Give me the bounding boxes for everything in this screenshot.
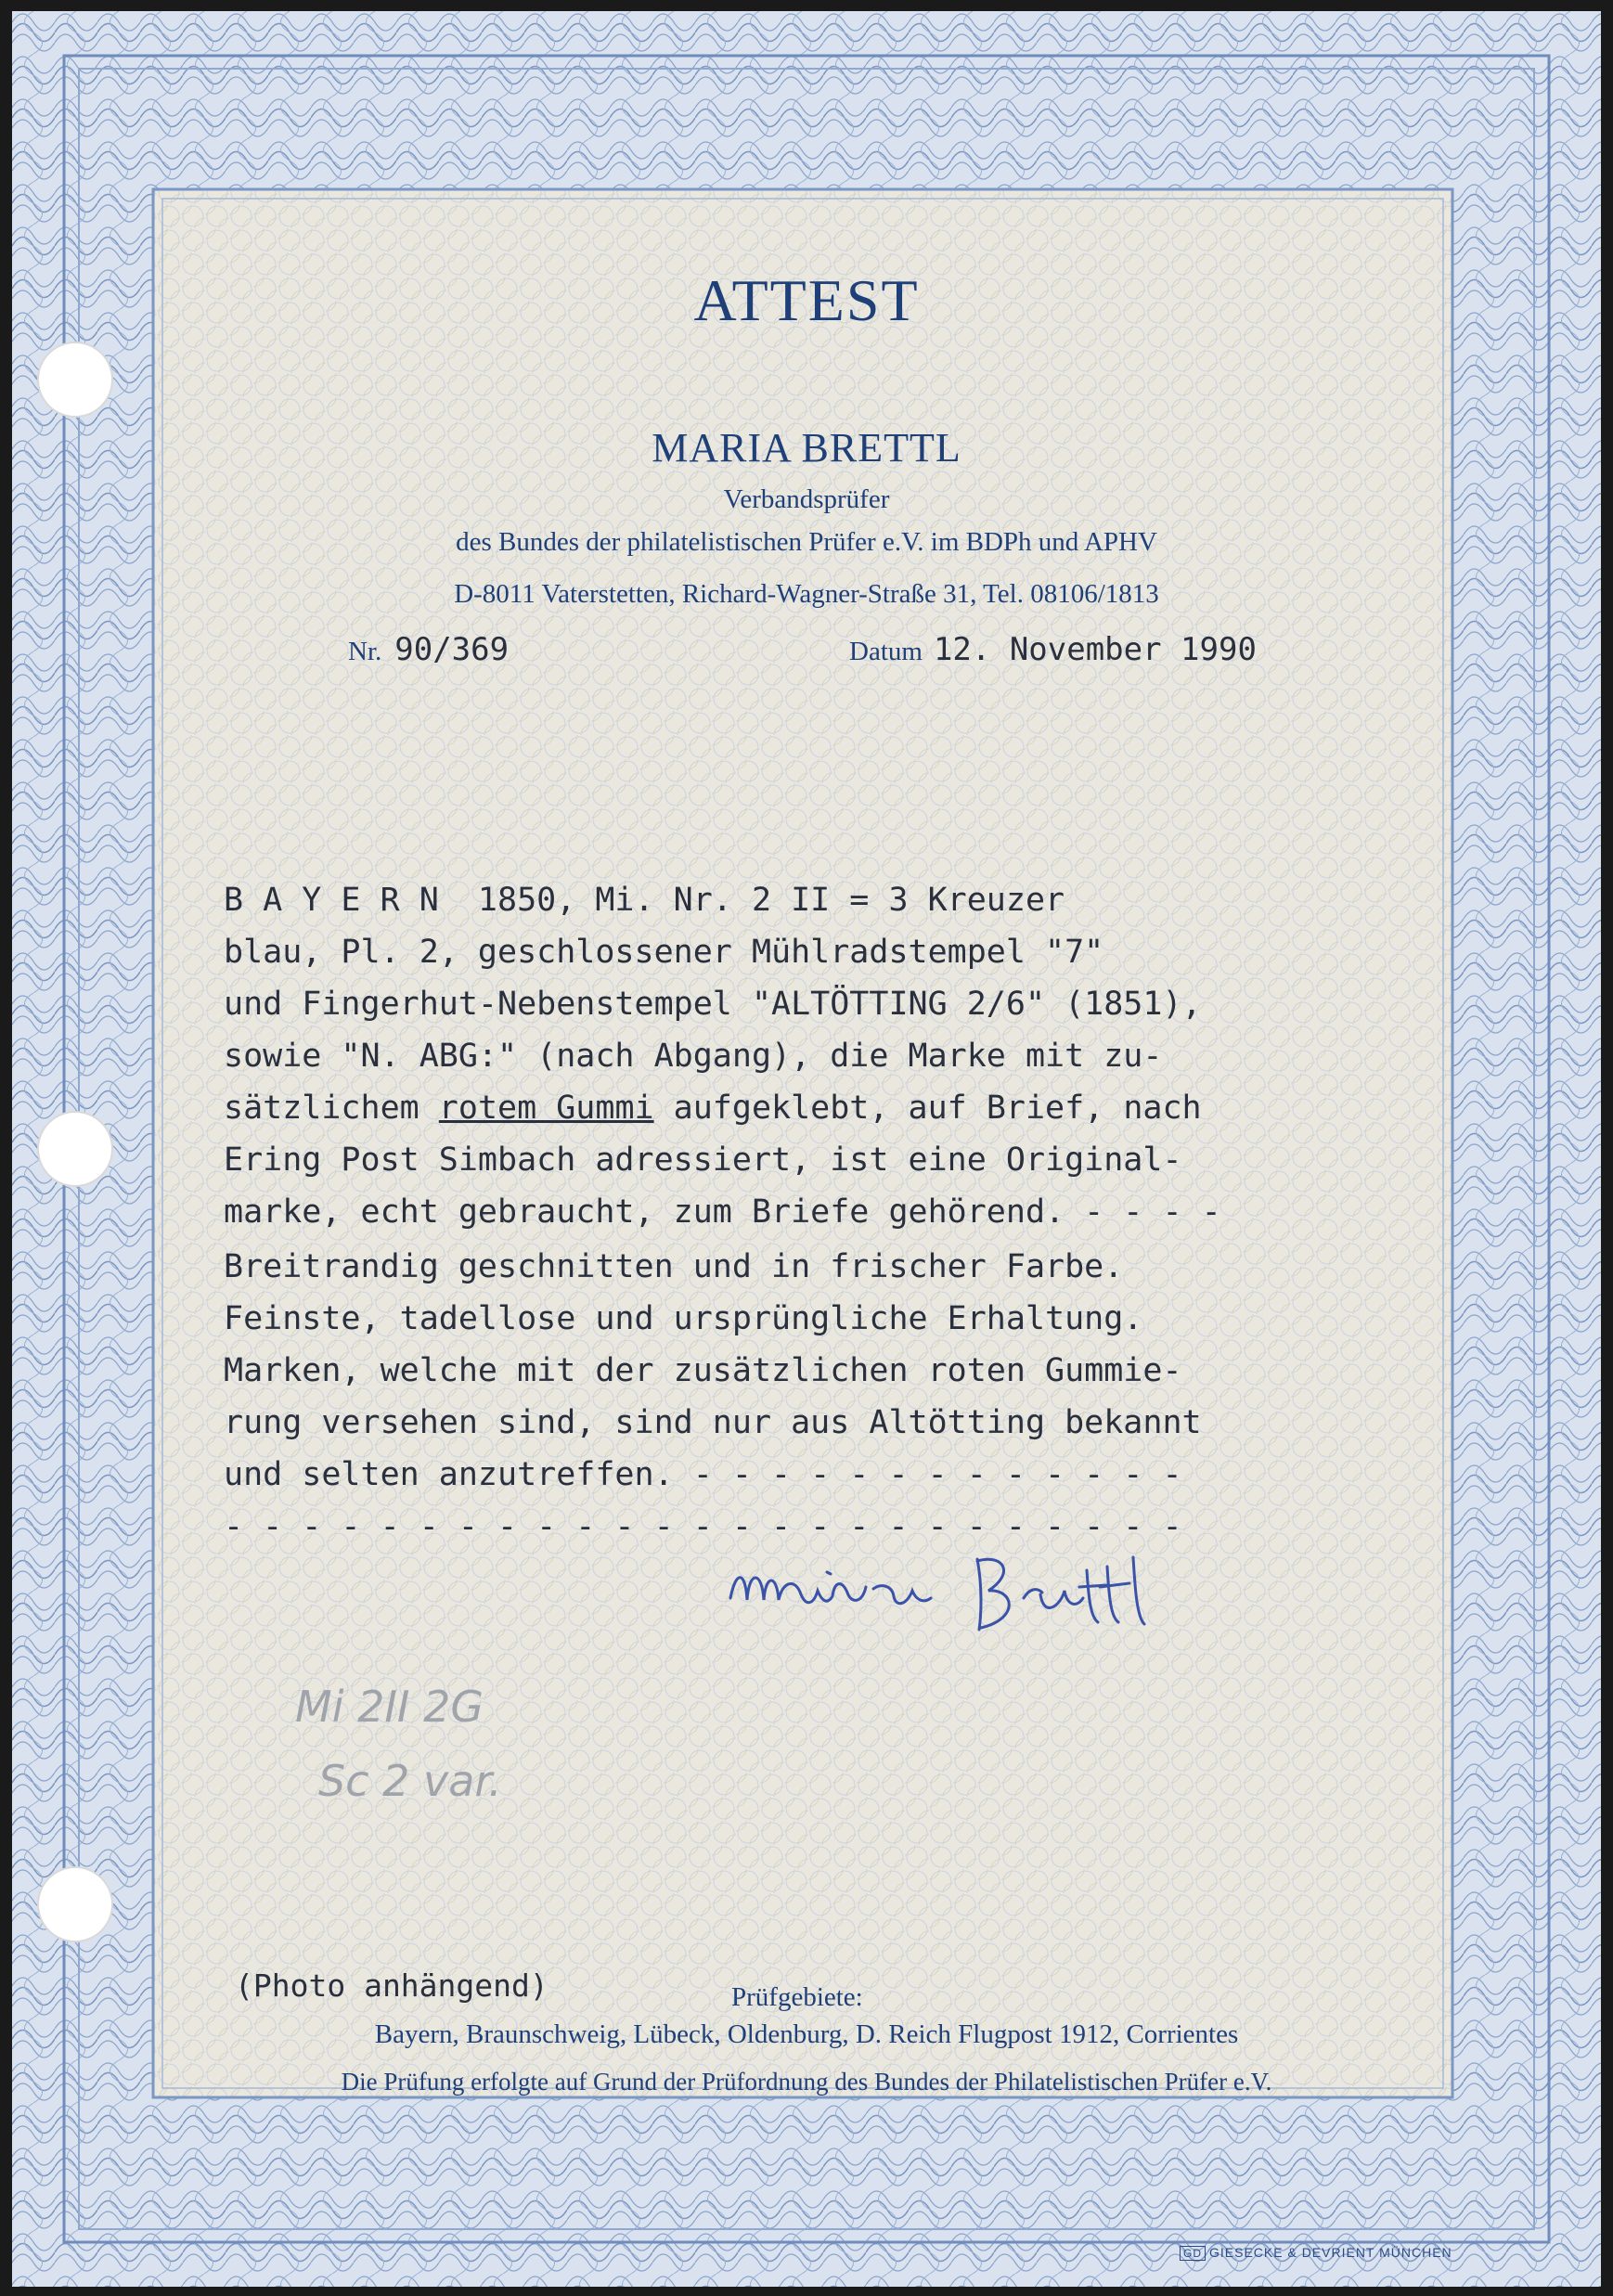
assessment-line: und selten anzutreffen. - - - - - - - - - - - - - [224,1456,1182,1493]
number-value: 90/369 [394,631,510,668]
underlined-term: rotem Gummi [438,1090,654,1127]
description-line: und Fingerhut-Nebenstempel "ALTÖTTING 2/6" (1851), [224,986,1202,1023]
date-value: 12. November 1990 [933,631,1257,668]
description-line: sowie "N. ABG:" (nach Abgang), die Marke mit zu- [224,1038,1163,1075]
printer-imprint [1180,2245,1452,2261]
assessment-block [224,1241,1202,1553]
assessment-line: rung versehen sind, sind nur aus Altötting bekannt [224,1404,1202,1441]
photo-note: (Photo anhängend) [235,1967,548,2004]
pencil-note-scott: Sc 2 var. [318,1756,502,1806]
description-line: marke, echt gebraucht, zum Briefe gehörend. - - - - [224,1193,1221,1231]
certificate-date [849,631,1257,668]
printer-name: GIESECKE & DEVRIENT MÜNCHEN [1209,2245,1452,2260]
certificate-number [348,631,509,668]
footer-note: Die Prüfung erfolgte auf Grund der Prüfordnung des Bundes der Philatelistischen Prüfer e.V. [341,2068,1272,2096]
punch-hole-middle [37,1111,113,1187]
certificate-sheet [12,11,1601,2287]
pencil-note-catalog: Mi 2II 2G [295,1682,484,1732]
description-text: aufgeklebt, auf Brief, nach [653,1090,1202,1127]
assessment-line: - - - - - - - - - - - - - - - - - - - - - - - - - [224,1508,1182,1545]
examiner-address: D-8011 Vaterstetten, Richard-Wagner-Straße 31, Tel. 08106/1813 [454,579,1159,609]
description-block [224,874,1221,1238]
description-line: blau, Pl. 2, geschlossener Mühlradstempel "7" [224,934,1104,971]
punch-hole-top [37,342,113,418]
printer-logo-icon: GD [1180,2246,1206,2261]
description-text: sätzlichem [224,1090,439,1127]
punch-hole-bottom [37,1866,113,1942]
assessment-line: Feinste, tadellose und ursprüngliche Erhaltung. [224,1300,1143,1337]
description-line: B A Y E R N 1850, Mi. Nr. 2 II = 3 Kreuzer [224,882,1065,919]
certificate-title: ATTEST [693,267,920,333]
examiner-role: Verbandsprüfer [723,484,890,514]
assessment-line: Breitrandig geschnitten und in frischer Farbe. [224,1248,1124,1285]
handwritten-signature [717,1533,1200,1654]
examiner-name: MARIA BRETTL [652,425,961,471]
examiner-association: des Bundes der philatelistischen Prüfer e.V. im BDPh und APHV [456,527,1157,557]
date-label: Datum [849,637,923,666]
description-line: Ering Post Simbach adressiert, ist eine Original- [224,1142,1182,1179]
areas-label: Prüfgebiete: [731,1982,863,2012]
number-label: Nr. [348,637,382,666]
assessment-line: Marken, welche mit der zusätzlichen roten Gummie- [224,1352,1182,1389]
examination-areas: Bayern, Braunschweig, Lübeck, Oldenburg, D. Reich Flugpost 1912, Corrientes [374,2019,1239,2049]
description-line [224,1082,1221,1134]
